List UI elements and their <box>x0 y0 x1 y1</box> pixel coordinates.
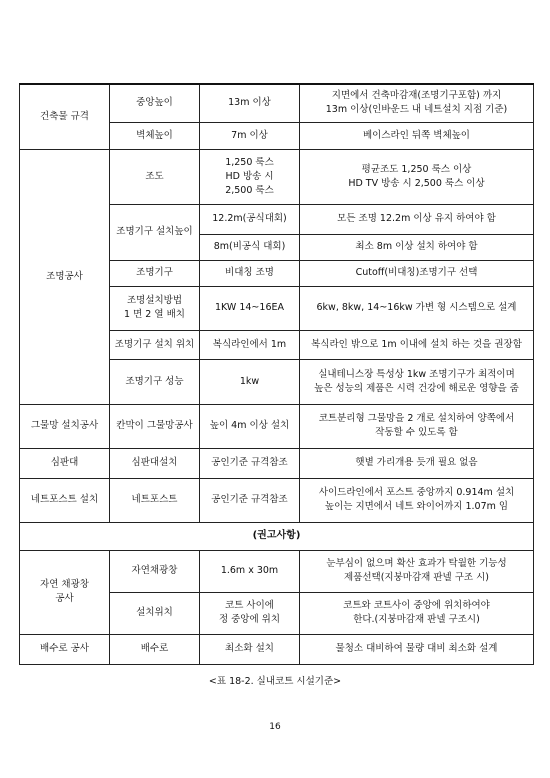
table-row <box>20 404 534 448</box>
table-cell: 물청소 대비하여 물량 대비 최소화 설계 <box>300 634 534 664</box>
table-cell: 조명기구 성능 <box>110 359 200 404</box>
table-cell: 12.2m(공식대회) <box>200 204 300 234</box>
table-cell: 조명기구 설치높이 <box>110 204 200 260</box>
table-cell: 칸막이 그물망공사 <box>110 404 200 448</box>
table-cell: 평균조도 1,250 룩스 이상 HD TV 방송 시 2,500 룩스 이상 <box>300 149 534 204</box>
table-cell: 그물망 설치공사 <box>20 404 110 448</box>
table-row <box>20 448 534 478</box>
table-cell: 햇볕 가리개용 듯개 필요 없음 <box>300 448 534 478</box>
table-cell: 자연채광창 <box>110 550 200 592</box>
table-cell: 지면에서 건축마감재(조명기구포함) 까지 13m 이상(인바운드 내 네트설치 지점 기준) <box>300 84 534 122</box>
table-cell: 최소 8m 이상 설치 하여야 함 <box>300 234 534 260</box>
table-cell: 코트 사이에 정 중앙에 위치 <box>200 592 300 634</box>
table-row <box>20 522 534 550</box>
table-cell: 공인기준 규격참조 <box>200 478 300 522</box>
table-row <box>20 634 534 664</box>
table-row <box>20 478 534 522</box>
table-cell: 높이 4m 이상 설치 <box>200 404 300 448</box>
table-cell: 설치위치 <box>110 592 200 634</box>
table-cell: 최소화 설치 <box>200 634 300 664</box>
table-cell: 심판대 <box>20 448 110 478</box>
table-cell: 복식라인에서 1m <box>200 330 300 359</box>
table-cell: 눈부심이 없으며 확산 효과가 탁월한 기능성 제품선택(지붕마감재 판넬 구조 시) <box>300 550 534 592</box>
table-caption: <표 18-2. 실내코트 시설기준> <box>208 676 342 687</box>
table-cell: 심판대설치 <box>110 448 200 478</box>
table-cell: 코트와 코트사이 중앙에 위치하여야 한다.(지붕마감재 판넬 구조시) <box>300 592 534 634</box>
table-cell: 조명기구 설치 위치 <box>110 330 200 359</box>
table-cell: 비대칭 조명 <box>200 260 300 286</box>
table-cell: 중앙높이 <box>110 84 200 122</box>
table-cell: Cutoff(비대칭)조명기구 선택 <box>300 260 534 286</box>
table-cell: 13m 이상 <box>200 84 300 122</box>
table-cell: 네트포스트 <box>110 478 200 522</box>
table-cell: 배수로 공사 <box>20 634 110 664</box>
table-cell: 건축물 규격 <box>20 84 110 149</box>
page-number: 16 <box>269 722 281 732</box>
table-cell: 1KW 14~16EA <box>200 286 300 330</box>
table-cell: 벽체높이 <box>110 122 200 149</box>
recommendation-heading: (권고사항) <box>20 522 534 550</box>
table-cell: 1,250 룩스 HD 방송 시 2,500 룩스 <box>200 149 300 204</box>
table-cell: 복식라인 밖으로 1m 이내에 설치 하는 것을 권장함 <box>300 330 534 359</box>
table-cell: 조명기구 <box>110 260 200 286</box>
table-cell: 1kw <box>200 359 300 404</box>
table-cell: 조도 <box>110 149 200 204</box>
table-cell: 사이드라인에서 포스트 중앙까지 0.914m 설치 높이는 지면에서 네트 와이어까지 1.07m 임 <box>300 478 534 522</box>
facility-standards-table <box>19 83 534 665</box>
table-row <box>20 84 534 122</box>
table-cell: 7m 이상 <box>200 122 300 149</box>
table-cell: 조명설치방법 1 면 2 열 배치 <box>110 286 200 330</box>
table-cell: 자연 채광창 공사 <box>20 550 110 634</box>
table-cell: 네트포스트 설치 <box>20 478 110 522</box>
table-row <box>20 550 534 592</box>
table-row <box>20 149 534 204</box>
table-cell: 실내테니스장 특성상 1kw 조명기구가 최적이며 높은 성능의 제품은 시력 건강에 해로운 영향을 줌 <box>300 359 534 404</box>
table-cell: 베이스라인 뒤쪽 벽체높이 <box>300 122 534 149</box>
table-cell: 조명공사 <box>20 149 110 404</box>
table-cell: 1.6m x 30m <box>200 550 300 592</box>
table-cell: 코트분리형 그물망을 2 개로 설치하여 양쪽에서 작동할 수 있도록 함 <box>300 404 534 448</box>
table-cell: 배수로 <box>110 634 200 664</box>
table-cell: 공인기준 규격참조 <box>200 448 300 478</box>
table-cell: 6kw, 8kw, 14~16kw 가변 형 시스템으로 설계 <box>300 286 534 330</box>
table-cell: 8m(비공식 대회) <box>200 234 300 260</box>
table-cell: 모든 조명 12.2m 이상 유지 하여야 함 <box>300 204 534 234</box>
